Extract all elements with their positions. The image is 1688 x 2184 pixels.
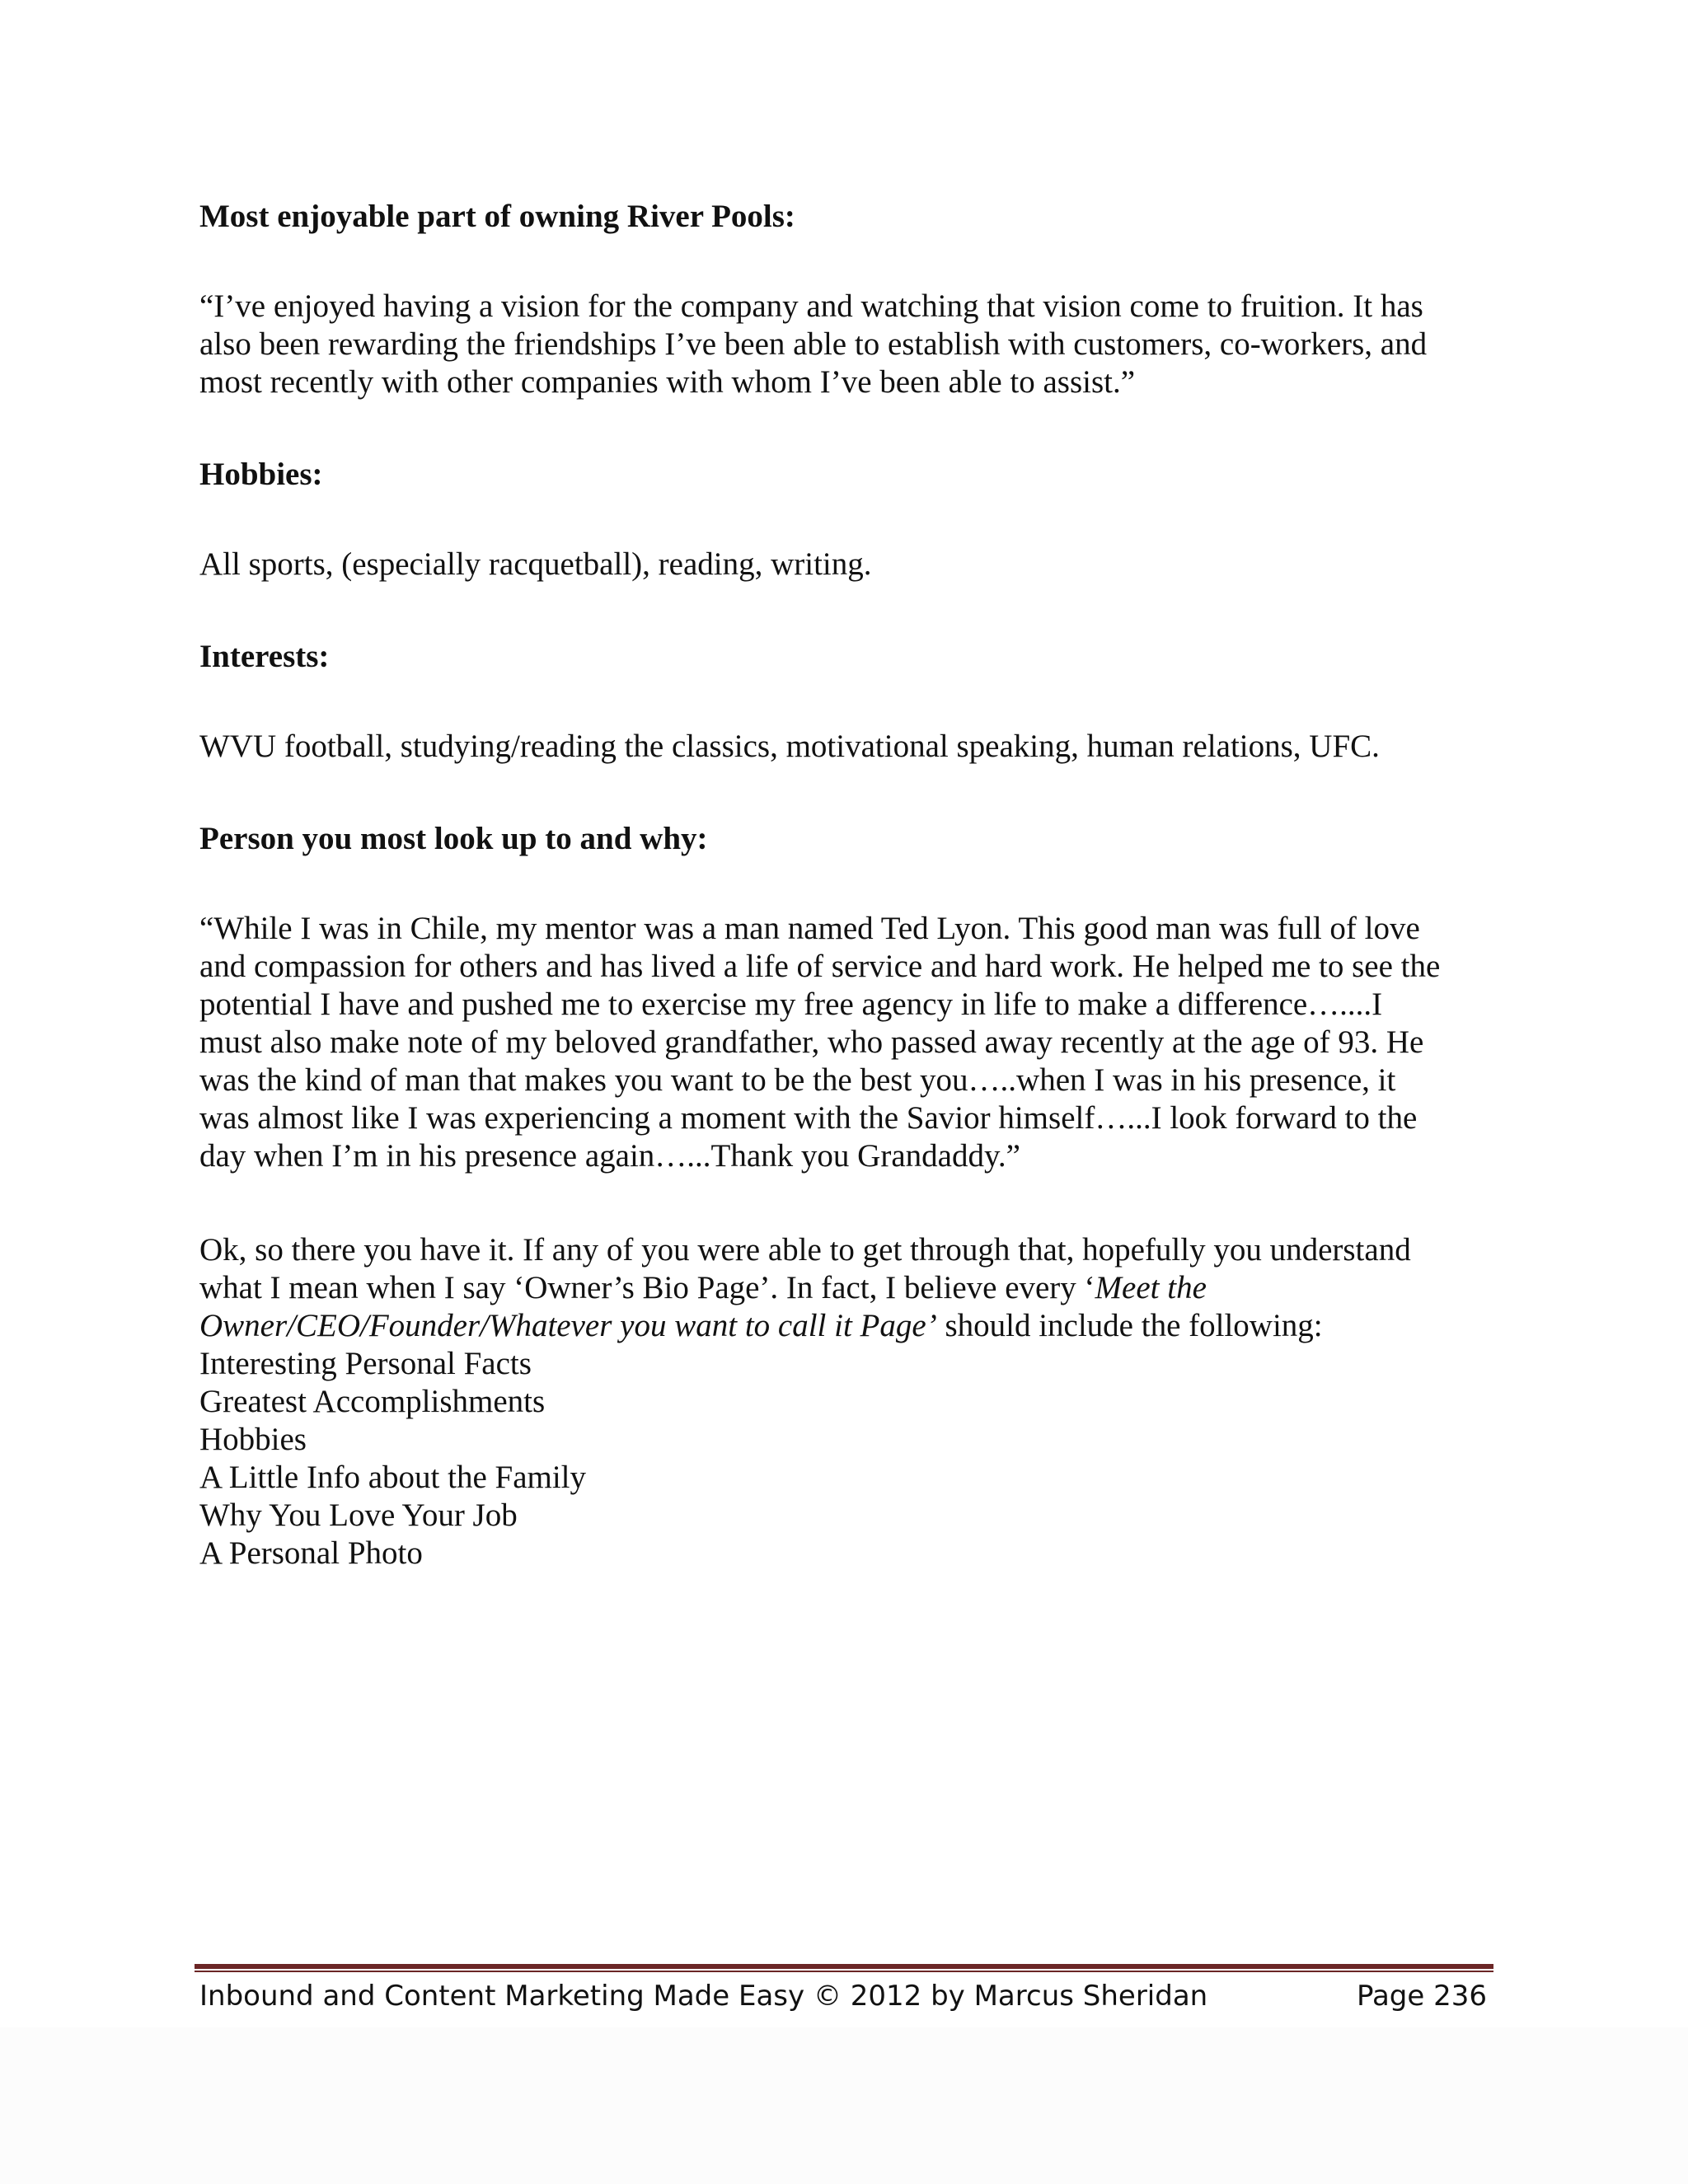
italic-text-run: Meet the [1095,1270,1207,1305]
text-line [199,1269,1493,1307]
text-run: what I mean when I say ‘Owner’s Bio Page’. In fact, I believe every ‘ [199,1270,1095,1305]
footer-divider-thick [195,1964,1493,1969]
paragraph-lookup [199,910,1493,1175]
heading-lookup: Person you most look up to and why: [199,821,708,856]
text-line: was the kind of man that makes you want to be the best you…..when I was in his presence, it [199,1062,1396,1098]
page-footer [199,1975,1487,2017]
list-item: Greatest Accomplishments [199,1384,546,1419]
paragraph-interests [199,728,1493,766]
text-line: and compassion for others and has lived a life of service and hard work. He helped me to see the [199,949,1441,984]
paragraph-summary [199,1231,1493,1345]
footer-page-number: Page 236 [1356,1980,1487,2013]
heading-hobbies: Hobbies: [199,457,323,492]
text-line: potential I have and pushed me to exercise my free agency in life to make a difference…....I [199,987,1383,1022]
italic-text-run: Owner/CEO/Founder/Whatever you want to call it Page’ [199,1308,937,1343]
heading-enjoyable: Most enjoyable part of owning River Pools: [199,199,795,234]
text-run: should include the following: [936,1308,1323,1343]
paragraph-enjoyable [199,288,1493,401]
list-item: Why You Love Your Job [199,1497,518,1533]
text-line [199,1307,1493,1345]
text-line: was almost like I was experiencing a moment with the Savior himself…...I look forward to the [199,1100,1418,1136]
list-item: A Little Info about the Family [199,1460,587,1495]
footer-divider-thin [195,1971,1493,1972]
list-item: Interesting Personal Facts [199,1346,532,1381]
text-line: must also make note of my beloved grandfather, who passed away recently at the age of 93. He [199,1024,1424,1060]
text-line: “While I was in Chile, my mentor was a man named Ted Lyon. This good man was full of love [199,911,1420,946]
footer-copyright: Inbound and Content Marketing Made Easy © 2012 by Marcus Sheridan [199,1980,1208,2013]
list-item: Hobbies [199,1422,307,1457]
page-bottom-margin [0,2027,1688,2184]
text-line: Ok, so there you have it. If any of you were able to get through that, hopefully you understand [199,1232,1411,1268]
text-line: WVU football, studying/reading the classics, motivational speaking, human relations, UFC. [199,729,1380,764]
text-line: also been rewarding the friendships I’ve been able to establish with customers, co-workers, and [199,326,1428,362]
text-line: most recently with other companies with whom I’ve been able to assist.” [199,364,1136,400]
text-line: day when I’m in his presence again…...Thank you Grandaddy.” [199,1138,1020,1174]
text-line: “I’ve enjoyed having a vision for the company and watching that vision come to fruition. It has [199,288,1423,324]
paragraph-hobbies [199,546,1493,583]
page-content [199,198,1493,1572]
list-item: A Personal Photo [199,1535,423,1571]
text-line: All sports, (especially racquetball), reading, writing. [199,546,872,582]
footer-divider [195,1964,1493,1972]
heading-interests: Interests: [199,639,330,674]
